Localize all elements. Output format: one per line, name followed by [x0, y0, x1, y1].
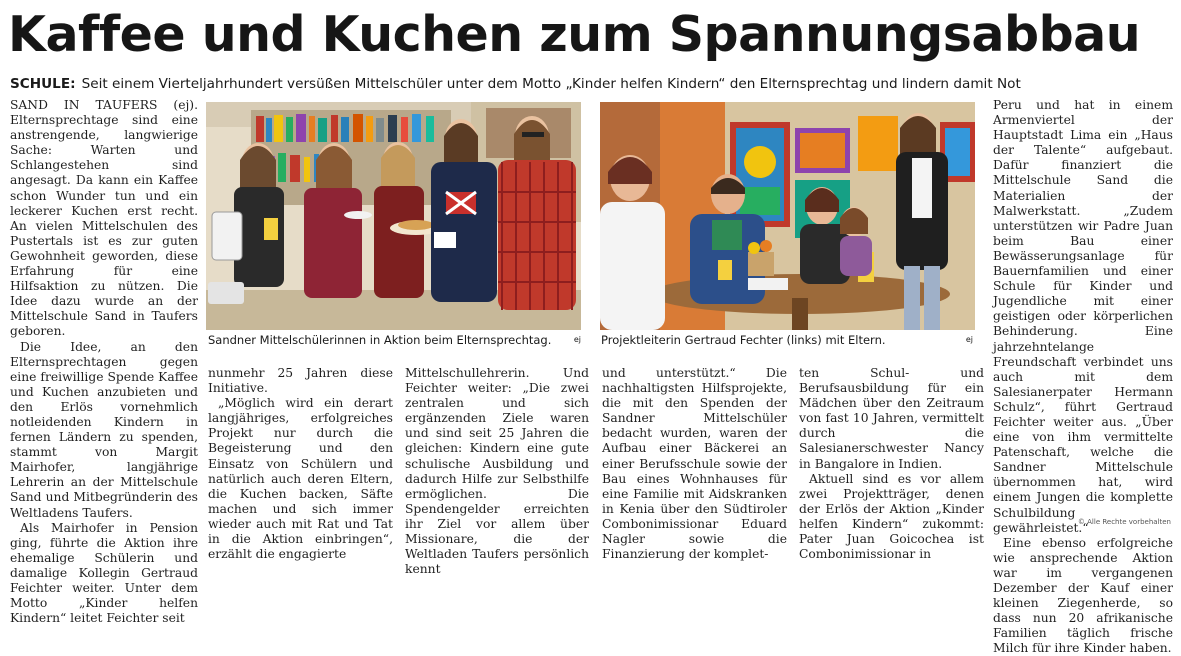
paragraph: Aktuell sind es vor allem zwei Projektträger, denen der Erlös der Aktion „Kinder helfen Kindern“ zukommt: Pater Juan Goicochea ist Combonimissionar in: [799, 471, 984, 562]
paragraph: und unterstützt.“ Die nachhaltigsten Hilfsprojekte, die mit den Spenden der Sandner Mittelschüler bedacht wurden, waren der Aufbau einer Bäckerei an einer Berufsschule sowie der Bau eines Wohnhauses für eine Familie mit Aidskranken in Kenia über den Südtiroler Combonimissionar Eduard Nagler sowie die Finanzierung der komplet-: [602, 366, 787, 562]
paragraph: nunmehr 25 Jahren diese Initiative.: [208, 366, 393, 396]
photo-parents-caption: Projektleiterin Gertraud Fechter (links) mit Eltern.: [601, 333, 886, 347]
paragraph: Eine ebenso erfolgreiche wie ansprechende Aktion war im vergangenen Dezember der Kauf einer kleinen Ziegenherde, so dass nun 20 afrikanische Familien täglich frische Milch für ihre Kinder haben.: [993, 535, 1173, 656]
photo-students-caption: Sandner Mittelschülerinnen in Aktion beim Elternsprechtag.: [208, 333, 552, 347]
paragraph: Als Mairhofer in Pension ging, führte die Aktion ihre ehemalige Schülerin und damalige Kollegin Gertraud Feichter weiter. Unter dem Motto „Kinder helfen Kindern“ leitet Feichter seit: [10, 520, 198, 626]
photo-parents-credit: ej: [965, 335, 973, 344]
copyright-note: © Alle Rechte vorbehalten: [1077, 518, 1171, 526]
article-column-2: [208, 366, 393, 562]
subheadline-text: Seit einem Vierteljahrhundert versüßen Mittelschüler unter dem Motto „Kinder helfen Kindern“ den Elternsprechtag und lindern damit Not: [81, 76, 1021, 92]
subheadline-kicker: SCHULE:: [10, 76, 76, 92]
article-column-3: [405, 366, 589, 577]
article-column-5: [799, 366, 984, 562]
paragraph: „Möglich wird ein derart langjähriges, erfolgreiches Projekt nur durch die Begeisterung und den Einsatz von Schülern und natürlich auch deren Eltern, die Kuchen backen, Säfte machen und sich immer wieder auch mit Rat und Tat in die Aktion einbringen“, erzählt die engagierte: [208, 396, 393, 562]
paragraph: ten Schul- und Berufsausbildung für ein Mädchen über den Zeitraum von fast 10 Jahren, vermittelt durch die Salesianerschwester Nancy in Bangalore in Indien.: [799, 366, 984, 471]
photo-students: [206, 102, 581, 330]
paragraph: Mittelschullehrerin. Und Feichter weiter: „Die zwei zentralen und sich ergänzenden Ziele waren und sind seit 25 Jahren die gleichen: Kindern eine gute schulische Ausbildung und dadurch Hilfe zur Selbsthilfe ermöglichen. Die Spendengelder erreichten ihr Ziel vor allem über Missionare, die der Weltladen Taufers persönlich kennt: [405, 366, 589, 577]
subheadline: [10, 72, 1175, 96]
paragraph: Peru und hat in einem Armenviertel der Hauptstadt Lima ein „Haus der Talente“ aufgebaut. Dafür finanziert die Mittelschule Sand die Materialien der Malwerkstatt. „Zudem unterstützen wir Padre Juan beim Bau einer Bewässerungsanlage für Bauernfamilien und einer Schule für Kinder und Jugendliche mit einer geistigen oder körperlichen Behinderung. Eine jahrzehntelange Freundschaft verbindet uns auch mit dem Salesianerpater Hermann Schulz“, führt Gertraud Feichter weiter aus. „Über eine von ihm vermittelte Patenschaft, welche die Sandner Mittelschule übernommen hat, wird einem Jungen die komplette Schulbildung gewährleistet.“: [993, 98, 1173, 535]
paragraph: Die Idee, an den Elternsprechtagen gegen eine freiwillige Spende Kaffee und Kuchen anzubieten und den Erlös vornehmlich notleidenden Kindern in fernen Ländern zu spenden, stammt von Margit Mairhofer, langjährige Lehrerin an der Mittelschule Sand und Mitbegründerin des Weltladens Taufers.: [10, 339, 198, 520]
photo-students-image: [206, 102, 581, 330]
photo-parents-image: [600, 102, 975, 330]
paragraph: SAND IN TAUFERS (ej). Elternsprechtage sind eine anstrengende, langwierige Sache: Warten und Schlangestehen sind angesagt. Da kann ein Kaffee schon Wunder tun und ein leckerer Kuchen erst recht. An vielen Mittelschulen des Pustertals ist es zur guten Gewohnheit geworden, diese Erfahrung für eine Hilfsaktion zu nützen. Die Idee dazu wurde an der Mittelschule Sand in Taufers geboren.: [10, 98, 198, 339]
photo-parents: [600, 102, 975, 330]
photo-students-credit: ej: [573, 335, 581, 344]
headline: Kaffee und Kuchen zum Spannungsabbau: [8, 6, 1141, 63]
article-column-1: [10, 98, 198, 626]
article-column-4: [602, 366, 787, 562]
